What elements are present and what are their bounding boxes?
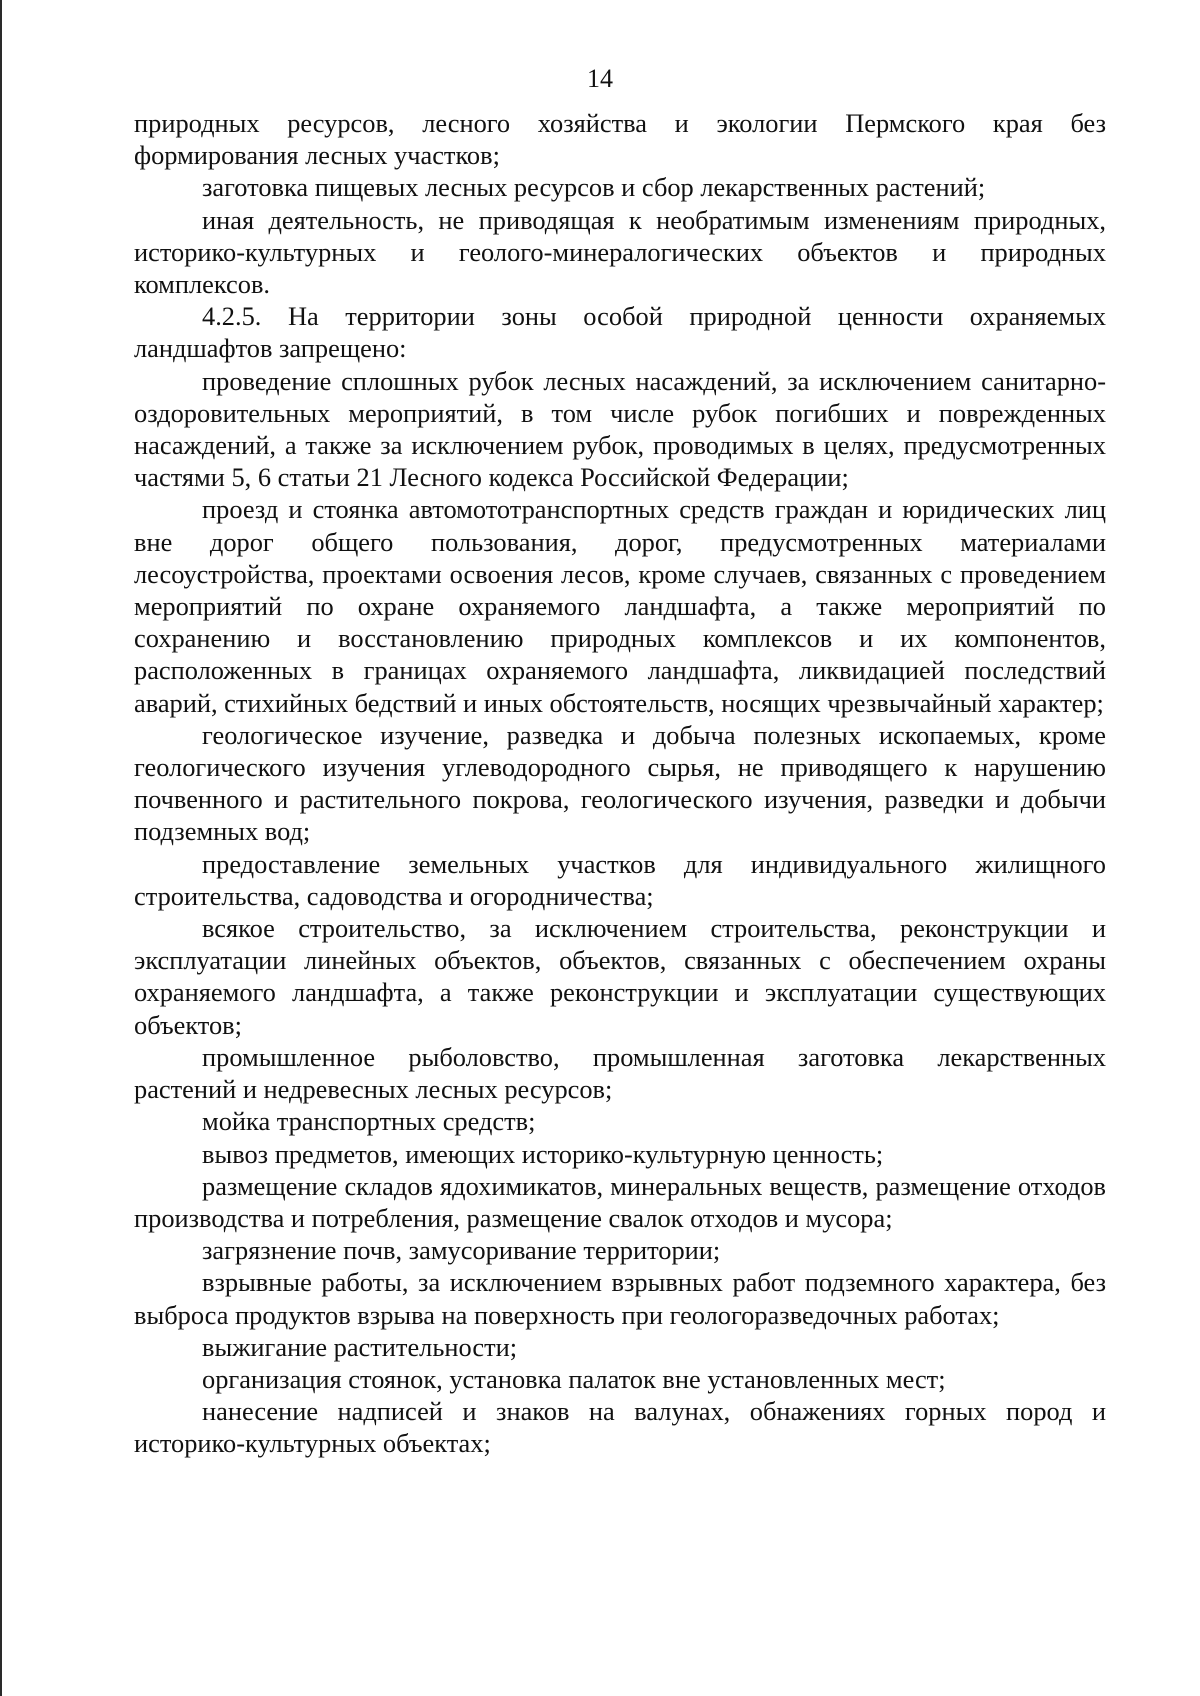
paragraph: взрывные работы, за исключением взрывных работ подземного характера, без выброса продуктов взрыва на поверхность при геологоразведочных работах; [134,1267,1106,1330]
paragraph: нанесение надписей и знаков на валунах, обнажениях горных пород и историко-культурных объектах; [134,1396,1106,1459]
paragraph: вывоз предметов, имеющих историко-культурную ценность; [202,1138,884,1169]
paragraph: загрязнение почв, замусоривание территории; [202,1235,721,1266]
paragraph: размещение складов ядохимикатов, минеральных веществ, размещение отходов производства и потребления, размещение свалок отходов и мусора; [134,1170,1106,1233]
paragraph: организация стоянок, установка палаток вне установленных мест; [202,1363,946,1394]
page-edge-line [0,0,2,1696]
paragraph: мойка транспортных средств; [202,1106,536,1137]
paragraph: геологическое изучение, разведка и добыча полезных ископаемых, кроме геологического изучения углеводородного сырья, не приводящего к нарушению почвенного и растительного покрова, геологического изучения, разведки и добычи подземных вод; [134,719,1106,847]
page-number: 14 [587,64,613,93]
paragraph: проведение сплошных рубок лесных насаждений, за исключением санитарно-оздоровительных мероприятий, в том числе рубок погибших и поврежденных насаждений, а также за исключением рубок, проводимых в целях, предусмотренных частями 5, 6 статьи 21 Лесного кодекса Российской Федерации; [134,365,1106,493]
paragraph: предоставление земельных участков для индивидуального жилищного строительства, садоводства и огородничества; [134,848,1106,911]
paragraph: проезд и стоянка автомототранспортных средств граждан и юридических лиц вне дорог общего пользования, дорог, предусмотренных материалами лесоустройства, проектами освоения лесов, кроме случаев, связанных с проведением мероприятий по охране охраняемого ландшафта, а также мероприятий по сохранению и восстановлению природных комплексов и их компонентов, расположенных в границах охраняемого ландшафта, ликвидацией последствий аварий, стихийных бедствий и иных обстоятельств, носящих чрезвычайный характер; [134,494,1106,718]
paragraph: всякое строительство, за исключением строительства, реконструкции и эксплуатации линейных объектов, объектов, связанных с обеспечением охраны охраняемого ландшафта, а также реконструкции и эксплуатации существующих объектов; [134,913,1106,1040]
paragraph: 4.2.5. На территории зоны особой природной ценности охраняемых ландшафтов запрещено: [134,301,1106,364]
paragraph: природных ресурсов, лесного хозяйства и экологии Пермского края без формирования лесных участков; [134,108,1106,171]
document-body [134,107,1106,1460]
paragraph: выжигание растительности; [202,1331,518,1362]
paragraph: заготовка пищевых лесных ресурсов и сбор лекарственных растений; [202,172,986,203]
paragraph: промышленное рыболовство, промышленная заготовка лекарственных растений и недревесных лесных ресурсов; [134,1041,1106,1105]
paragraph: иная деятельность, не приводящая к необратимым изменениям природных, историко-культурных и геолого-минералогических объектов и природных комплексов. [134,204,1106,300]
